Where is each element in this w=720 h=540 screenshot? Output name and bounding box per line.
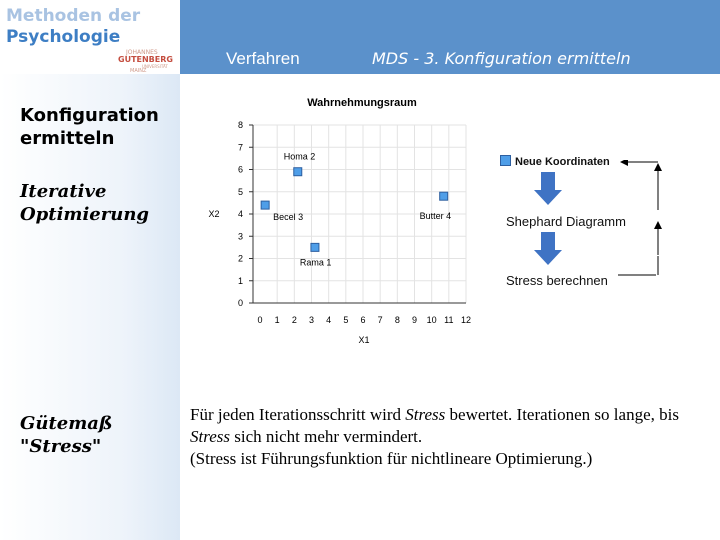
logo-text-2: GUTENBERG: [118, 55, 173, 64]
data-point-label: Rama 1: [299, 257, 332, 268]
down-arrow-2-icon: [534, 232, 562, 265]
process-marker: [500, 155, 511, 166]
x-tick-label: 6: [360, 315, 366, 325]
y-tick-label: 0: [237, 298, 243, 308]
data-point-label: Butter 4: [419, 211, 452, 222]
course-title-line1: Methoden der: [6, 6, 141, 26]
caption-term2: Stress: [190, 427, 230, 446]
university-logo: [118, 48, 176, 72]
process-stress-berechnen: Stress berechnen: [506, 273, 608, 288]
x-tick-label: 7: [377, 315, 383, 325]
scatter-chart: [190, 90, 490, 350]
logo-text-4: MAINZ: [130, 68, 147, 72]
course-title-line2: Psychologie: [6, 27, 121, 47]
x-tick-label: 5: [343, 315, 349, 325]
x-ticks: [257, 315, 471, 325]
down-arrow-1-icon: [534, 172, 562, 205]
nav-verfahren: Verfahren: [226, 49, 300, 68]
process-step1-label: Neue Koordinaten: [515, 156, 610, 168]
data-point: [311, 243, 319, 251]
caption-term1: Stress: [405, 405, 446, 424]
x-axis-label: X1: [358, 335, 370, 345]
caption-part1: Für jeden Iterationsschritt wird: [190, 405, 406, 424]
grid-horizontal: [253, 125, 466, 281]
course-title: [6, 6, 140, 48]
data-point: [440, 192, 448, 200]
section-guetemass-stress: Gütemaß "Stress": [20, 413, 113, 457]
explanation-text: [190, 404, 710, 470]
x-tick-label: 0: [257, 315, 263, 325]
logo-text-3: UNIVERSITÄT: [142, 64, 168, 69]
data-point-label: Becel 3: [273, 212, 304, 223]
y-tick-label: 7: [237, 142, 243, 153]
y-tick-label: 8: [237, 120, 243, 130]
data-point: [294, 168, 302, 176]
caption-part2: bewertet. Iterationen so lange, bis: [445, 405, 679, 424]
slide-title: MDS - 3. Konfiguration ermitteln: [372, 49, 631, 68]
x-tick-label: 8: [394, 315, 400, 325]
data-point-label: Homa 2: [283, 151, 316, 162]
y-tick-label: 3: [237, 231, 243, 242]
y-tick-label: 1: [237, 275, 243, 286]
x-tick-label: 11: [444, 315, 454, 325]
logo-area: [0, 0, 180, 74]
x-tick-label: 3: [308, 315, 315, 325]
x-tick-label: 1: [274, 315, 280, 325]
section-iterative-optimierung: Iterative Optimierung: [20, 181, 149, 225]
process-shephard-diagramm: Shephard Diagramm: [506, 214, 626, 229]
y-tick-label: 6: [237, 164, 243, 175]
y-tick-label: 2: [237, 253, 243, 264]
y-axis-label: X2: [208, 209, 220, 219]
x-tick-label: 2: [291, 315, 297, 325]
chart-title: Wahrnehmungsraum: [307, 97, 417, 109]
x-tick-label: 9: [411, 315, 418, 325]
x-tick-label: 4: [326, 315, 332, 325]
section-konfiguration: Konfiguration ermitteln: [20, 105, 159, 149]
y-tick-label: 4: [237, 209, 243, 219]
process-diagram: [530, 160, 670, 290]
x-tick-label: 10: [426, 315, 437, 325]
caption-part3: sich nicht mehr vermindert.: [230, 427, 423, 446]
caption-line3: (Stress ist Führungsfunktion für nichtlineare Optimierung.): [190, 449, 593, 468]
y-ticks: [238, 120, 253, 308]
x-tick-label: 12: [460, 315, 472, 325]
data-point: [261, 201, 269, 209]
y-tick-label: 5: [237, 186, 243, 197]
logo-text-1: JOHANNES: [126, 49, 158, 56]
